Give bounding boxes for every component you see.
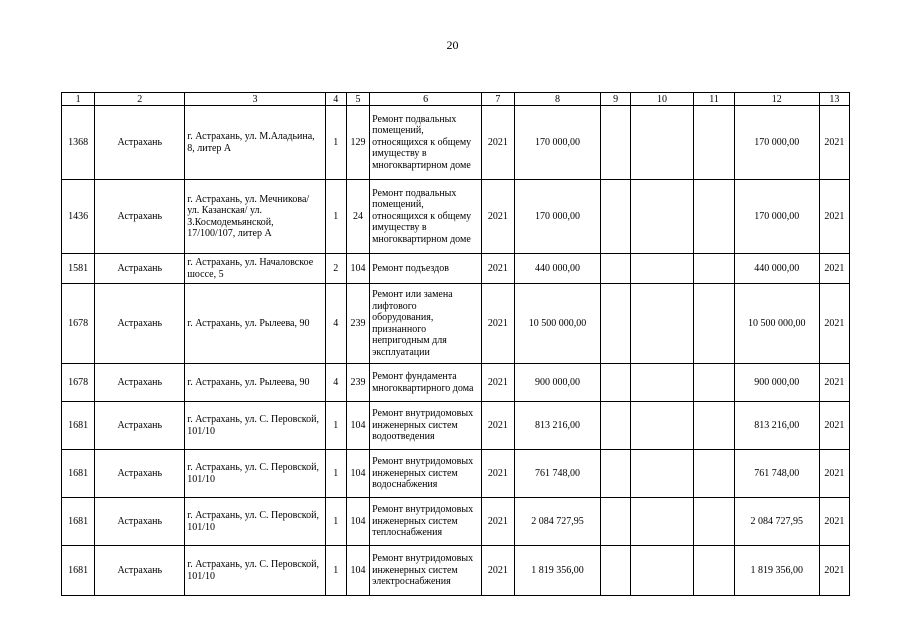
column-header: 1	[62, 93, 95, 106]
table-cell	[601, 180, 630, 254]
table-cell: 1678	[62, 364, 95, 402]
column-header: 7	[482, 93, 514, 106]
table-cell: 2021	[482, 498, 514, 546]
table-cell: Ремонт или замена лифтового оборудования, признанного непригодным для эксплуатации	[370, 284, 482, 364]
table-cell: 1436	[62, 180, 95, 254]
table-cell	[694, 284, 734, 364]
table-cell: г. Астрахань, ул. С. Перовской, 101/10	[185, 402, 325, 450]
table-cell: 761 748,00	[734, 450, 819, 498]
table-cell: 2021	[482, 284, 514, 364]
table-cell	[630, 364, 694, 402]
table-cell: 1368	[62, 106, 95, 180]
table-cell	[601, 364, 630, 402]
table-cell	[630, 106, 694, 180]
table-cell: 1681	[62, 402, 95, 450]
table-cell: Ремонт внутридомовых инженерных систем теплоснабжения	[370, 498, 482, 546]
repair-program-table	[61, 92, 850, 596]
table-cell: 2021	[482, 402, 514, 450]
table-cell: 1	[325, 402, 346, 450]
table-cell: Астрахань	[95, 402, 185, 450]
column-header: 13	[819, 93, 849, 106]
table-cell: 440 000,00	[514, 254, 601, 284]
table-cell	[630, 180, 694, 254]
table-cell: 239	[346, 284, 369, 364]
table-row	[62, 450, 850, 498]
table-cell: 4	[325, 284, 346, 364]
table-row	[62, 498, 850, 546]
table-cell	[694, 364, 734, 402]
table-cell: г. Астрахань, ул. С. Перовской, 101/10	[185, 546, 325, 596]
table-row	[62, 284, 850, 364]
table-cell: г. Астрахань, ул. Рылеева, 90	[185, 284, 325, 364]
column-header: 3	[185, 93, 325, 106]
table-cell	[694, 546, 734, 596]
table-cell: 104	[346, 546, 369, 596]
column-header: 6	[370, 93, 482, 106]
table-cell: 2021	[819, 546, 849, 596]
table-cell: Астрахань	[95, 546, 185, 596]
table-cell	[601, 546, 630, 596]
table-cell	[630, 498, 694, 546]
table-cell: 2021	[482, 450, 514, 498]
table-cell: Ремонт фундамента многоквартирного дома	[370, 364, 482, 402]
table-row	[62, 546, 850, 596]
table-row	[62, 364, 850, 402]
table-cell	[694, 254, 734, 284]
table-cell: Астрахань	[95, 254, 185, 284]
table-cell	[694, 450, 734, 498]
table-cell	[601, 402, 630, 450]
table-row	[62, 254, 850, 284]
table-cell: Астрахань	[95, 180, 185, 254]
table-cell: 2021	[819, 284, 849, 364]
table-cell: Астрахань	[95, 498, 185, 546]
table-cell: 2	[325, 254, 346, 284]
table-cell: 170 000,00	[514, 106, 601, 180]
table-cell: 1678	[62, 284, 95, 364]
table-cell	[630, 450, 694, 498]
table-cell: Ремонт внутридомовых инженерных систем водоснабжения	[370, 450, 482, 498]
table-row	[62, 402, 850, 450]
table-cell: 239	[346, 364, 369, 402]
table-cell: 440 000,00	[734, 254, 819, 284]
table-cell: 813 216,00	[514, 402, 601, 450]
table-cell: 170 000,00	[734, 180, 819, 254]
table-cell: Ремонт внутридомовых инженерных систем электроснабжения	[370, 546, 482, 596]
table-cell: 2021	[819, 180, 849, 254]
table-cell: Астрахань	[95, 284, 185, 364]
table-cell: 2021	[819, 450, 849, 498]
table-cell	[601, 254, 630, 284]
table-cell: 761 748,00	[514, 450, 601, 498]
table-cell	[694, 106, 734, 180]
table-cell: 2021	[819, 254, 849, 284]
table-row	[62, 180, 850, 254]
column-header: 5	[346, 93, 369, 106]
table-cell: 2 084 727,95	[734, 498, 819, 546]
table-cell: 2021	[482, 180, 514, 254]
table-cell: 1581	[62, 254, 95, 284]
column-header: 11	[694, 93, 734, 106]
table-cell	[694, 498, 734, 546]
table-cell	[630, 254, 694, 284]
table-cell: Ремонт подъездов	[370, 254, 482, 284]
table-cell: г. Астрахань, ул. Рылеева, 90	[185, 364, 325, 402]
table-cell	[694, 180, 734, 254]
table-row	[62, 106, 850, 180]
table-cell: 1	[325, 180, 346, 254]
table-cell: Астрахань	[95, 364, 185, 402]
table-cell: 10 500 000,00	[514, 284, 601, 364]
page-number: 20	[446, 38, 459, 52]
table-cell: 1	[325, 450, 346, 498]
table-cell: 1	[325, 106, 346, 180]
table-cell: 900 000,00	[514, 364, 601, 402]
table-cell: 1	[325, 546, 346, 596]
table-cell: 1681	[62, 546, 95, 596]
table-cell: 24	[346, 180, 369, 254]
table-cell: 2021	[482, 546, 514, 596]
column-number-row	[62, 93, 850, 106]
table-cell: 2021	[819, 498, 849, 546]
table-cell: 104	[346, 450, 369, 498]
table-cell: 2021	[819, 106, 849, 180]
table-cell: 2021	[482, 254, 514, 284]
table-cell: Астрахань	[95, 450, 185, 498]
table-cell	[601, 106, 630, 180]
table-cell: 1681	[62, 450, 95, 498]
table-cell: 1681	[62, 498, 95, 546]
table-cell: 4	[325, 364, 346, 402]
table-cell: 170 000,00	[514, 180, 601, 254]
table-cell: 1	[325, 498, 346, 546]
table-cell: г. Астрахань, ул. С. Перовской, 101/10	[185, 450, 325, 498]
table-cell: 2021	[482, 106, 514, 180]
table-cell: 104	[346, 498, 369, 546]
table-cell: Ремонт внутридомовых инженерных систем водоотведения	[370, 402, 482, 450]
table-cell	[630, 402, 694, 450]
table-cell: 2 084 727,95	[514, 498, 601, 546]
table-cell: Ремонт подвальных помещений, относящихся к общему имуществу в многоквартирном доме	[370, 180, 482, 254]
table-cell	[630, 546, 694, 596]
table-cell	[694, 402, 734, 450]
table-cell: 2021	[819, 402, 849, 450]
table-cell: Астрахань	[95, 106, 185, 180]
table-cell: 813 216,00	[734, 402, 819, 450]
table-cell: 10 500 000,00	[734, 284, 819, 364]
column-header: 4	[325, 93, 346, 106]
table-cell: 1 819 356,00	[514, 546, 601, 596]
column-header: 9	[601, 93, 630, 106]
column-header: 2	[95, 93, 185, 106]
table-cell: г. Астрахань, ул. Началовское шоссе, 5	[185, 254, 325, 284]
table-cell: 129	[346, 106, 369, 180]
table-cell	[601, 450, 630, 498]
table-cell: 1 819 356,00	[734, 546, 819, 596]
table-cell: Ремонт подвальных помещений, относящихся к общему имуществу в многоквартирном доме	[370, 106, 482, 180]
table-cell: г. Астрахань, ул. С. Перовской, 101/10	[185, 498, 325, 546]
column-header: 12	[734, 93, 819, 106]
table-cell: г. Астрахань, ул. М.Аладьина, 8, литер А	[185, 106, 325, 180]
table-cell: 900 000,00	[734, 364, 819, 402]
table-cell: 104	[346, 254, 369, 284]
table-cell: 170 000,00	[734, 106, 819, 180]
column-header: 10	[630, 93, 694, 106]
table-cell: 2021	[819, 364, 849, 402]
table-cell	[630, 284, 694, 364]
table-cell	[601, 284, 630, 364]
table-cell: 104	[346, 402, 369, 450]
column-header: 8	[514, 93, 601, 106]
table-cell: 2021	[482, 364, 514, 402]
table-cell: г. Астрахань, ул. Мечникова/ ул. Казанская/ ул. З.Космодемьянской, 17/100/107, литер А	[185, 180, 325, 254]
table-cell	[601, 498, 630, 546]
